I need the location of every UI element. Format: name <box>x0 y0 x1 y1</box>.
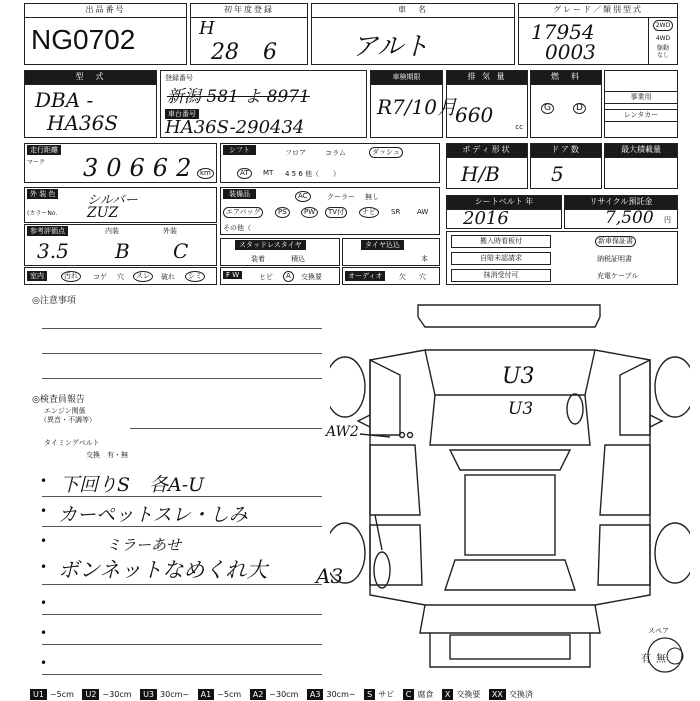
cond-burn: コゲ <box>93 273 107 281</box>
shift-floor: フロア <box>285 149 306 157</box>
drive-4wd: 4WD <box>655 35 671 42</box>
rental-car: レンタカー <box>605 109 677 122</box>
seatbelt-year: 2016 <box>463 208 509 229</box>
mark-a3: A3 <box>316 564 344 588</box>
recycle-unit: 円 <box>664 216 671 224</box>
fw-a: A <box>283 271 294 282</box>
legend-code-c: C <box>403 689 415 700</box>
reg-month: 6 <box>263 40 277 65</box>
legend-text-u2: ~30cm <box>102 690 132 699</box>
legend-text-c: 腐食 <box>417 690 434 699</box>
doc-insurance: 自賠未認請求 <box>451 252 551 265</box>
legend-code-u1: U1 <box>30 689 47 700</box>
lot-number: NG0702 <box>31 24 136 55</box>
equip-sr: SR <box>391 208 401 216</box>
first-registration-box <box>190 3 308 65</box>
recycle-label: リサイクル預託金 <box>565 196 677 210</box>
chassis-value: HA36S-290434 <box>165 117 305 138</box>
mileage-mark: マーク <box>27 159 46 166</box>
fuel-label: 燃 料 <box>531 71 601 85</box>
displacement-box <box>446 70 528 138</box>
grade-box <box>518 3 678 65</box>
legend-text-u1: ~5cm <box>49 690 74 699</box>
body-label: ボディ形状 <box>447 144 527 158</box>
studless-label: スタッドレスタイヤ <box>235 240 306 250</box>
mileage-box <box>24 143 217 183</box>
legend-code-a2: A2 <box>250 689 267 700</box>
car-name-label: 車 名 <box>312 4 514 18</box>
type-code-1: 17954 <box>531 20 595 44</box>
audio-hole: 穴 <box>419 273 426 281</box>
legend-text-xx: 交換済 <box>508 690 533 699</box>
body-box <box>446 143 528 189</box>
color-box <box>24 187 217 223</box>
reg-era: H <box>199 18 215 39</box>
displacement-value: 660 <box>455 103 494 127</box>
spare-no: 無 <box>656 654 666 665</box>
tire-box <box>342 238 440 266</box>
mark-aw2: AW2 <box>326 424 359 440</box>
equipment-box <box>220 187 440 235</box>
report-line-4: ボンネットなめくれ大 <box>58 558 268 582</box>
model-label: 型 式 <box>25 71 156 85</box>
legend-code-a3: A3 <box>307 689 324 700</box>
fw-replace: 交換要 <box>301 273 322 281</box>
capacity-box <box>604 143 678 189</box>
spare-yes: 有 <box>641 654 651 665</box>
door-value: 5 <box>551 162 564 186</box>
fw-box <box>220 267 340 285</box>
interior-condition-box <box>24 267 217 285</box>
legend-code-a1: A1 <box>198 689 215 700</box>
cond-scuff: スレ <box>133 271 153 282</box>
displacement-label: 排 気 量 <box>447 71 527 85</box>
drive-none: 駆動 なし <box>656 45 669 59</box>
business-use: 事業用 <box>605 91 677 104</box>
interior-label: 内装 <box>105 227 119 235</box>
equip-aw: AW <box>417 208 429 216</box>
reg-year: 28 <box>211 40 239 65</box>
exterior-grade: C <box>173 239 189 263</box>
car-name: アルト <box>352 32 429 62</box>
doc-signboard: 搬入時看板付 <box>451 235 551 248</box>
cc-unit: cc <box>515 123 523 131</box>
inspection-box <box>370 70 457 138</box>
mileage-label: 走行距離 <box>27 145 61 155</box>
mileage-unit: km <box>197 168 214 179</box>
doc-tax-cert: 納税証明書 <box>597 255 632 263</box>
audio-box <box>342 267 440 285</box>
fuel-box <box>530 70 602 138</box>
spare-label: スペア <box>648 627 669 635</box>
recycle-box <box>564 195 678 229</box>
color-label: 外 装 色 <box>27 189 58 199</box>
shift-dash: ダッシュ <box>369 147 403 158</box>
lot-number-label: 出品番号 <box>25 4 186 18</box>
fuel-gasoline: G <box>541 103 554 114</box>
inspection-label: 車検期限 <box>371 71 442 85</box>
legend-code-u3: U3 <box>140 689 157 700</box>
audio-label: オーディオ <box>345 271 385 281</box>
score-value: 3.5 <box>37 239 69 263</box>
equip-ac: AC <box>295 191 311 202</box>
legend-code-xx: XX <box>489 689 506 700</box>
equip-pw: PW <box>301 207 318 218</box>
equip-tv: TV付 <box>325 207 347 218</box>
inspector-title: ◎検査員報告 <box>32 395 85 405</box>
color-name: シルバー <box>87 193 138 208</box>
model-box <box>24 70 157 138</box>
report-line-1: 下回りS 各A-U <box>60 474 205 496</box>
car-damage-diagram <box>330 295 690 690</box>
legend-text-s: サビ <box>378 690 395 699</box>
doc-warranty: 新車保証書 <box>595 236 636 247</box>
seatbelt-label: シートベルト 年 <box>447 196 561 210</box>
chassis-label: 車台番号 <box>165 109 199 119</box>
plate-label: 登録番号 <box>165 74 193 82</box>
shift-speeds: 4 5 6 他（ ） <box>285 170 341 178</box>
door-box <box>530 143 602 189</box>
exterior-label: 外装 <box>163 227 177 235</box>
legend-text-a2: ~30cm <box>269 690 299 699</box>
shift-mt: MT <box>263 169 274 177</box>
damage-legend <box>30 689 690 701</box>
recycle-value: 7,500 <box>605 208 654 228</box>
engine-sub: （異音・不調等） <box>40 416 96 424</box>
engine-label: エンジン関係 <box>44 407 86 415</box>
color-no-label: (カラーNo. <box>27 210 58 217</box>
seatbelt-box <box>446 195 562 229</box>
grade-label: グレード／類別型式 <box>519 4 677 18</box>
timing-belt-options: 交換 有・無 <box>86 451 128 459</box>
equip-ps: PS <box>275 207 290 218</box>
legend-code-s: S <box>364 689 375 700</box>
drive-2wd: 2WD <box>653 20 673 31</box>
door-label: ドア数 <box>531 144 601 158</box>
report-line-2: カーペットスレ・しみ <box>58 504 248 526</box>
report-line-3: ミラーあせ <box>106 536 182 554</box>
shift-label: シフト <box>223 145 256 155</box>
tire-count-unit: 本 <box>421 255 428 263</box>
doc-charge-cable: 充電ケーブル <box>597 272 639 280</box>
legend-text-a1: ~5cm <box>217 690 242 699</box>
legend-text-a3: 30cm~ <box>326 690 356 699</box>
docs-box <box>446 231 678 285</box>
legend-code-x: X <box>442 689 453 700</box>
mark-u3-top: U3 <box>502 364 535 389</box>
model-prefix: DBA - <box>35 88 94 112</box>
first-registration-label: 初年度登録 <box>191 4 307 18</box>
mark-u3-side: U3 <box>508 399 534 419</box>
inspection-value: R7/10月 <box>377 95 457 119</box>
cond-tear: 破れ <box>161 273 175 281</box>
shift-box <box>220 143 440 183</box>
lot-number-box <box>24 3 187 65</box>
timing-belt-label: タイミングベルト <box>44 439 100 447</box>
score-label: 参考評価点 <box>27 226 68 236</box>
color-code: ZUZ <box>87 205 119 221</box>
studless-mounted: 装着 <box>251 255 265 263</box>
plate-value: 新潟 581 よ 8971 <box>167 87 310 107</box>
cond-hole: 穴 <box>117 273 124 281</box>
equip-navi: ナビ <box>359 207 379 218</box>
capacity-label: 最大積載量 <box>605 144 677 158</box>
studless-box <box>220 238 340 266</box>
score-box <box>24 224 217 266</box>
equip-none: 無し <box>365 193 379 201</box>
legend-code-u2: U2 <box>82 689 99 700</box>
type-code-2: 0003 <box>545 40 596 64</box>
doc-deregistration: 抹消受付可 <box>451 269 551 282</box>
interior-grade: B <box>115 239 130 263</box>
fw-label: F W <box>223 271 242 279</box>
cond-stain: シミ <box>185 271 205 282</box>
equip-airbag: エアバッグ <box>223 207 263 218</box>
legend-text-x: 交換要 <box>456 690 481 699</box>
fw-crack: ヒビ <box>259 273 273 281</box>
car-name-box <box>311 3 515 65</box>
body-value: H/B <box>461 162 500 186</box>
equip-other: その他（ <box>223 224 251 232</box>
shift-column: コラム <box>325 149 346 157</box>
fuel-diesel: D <box>573 103 586 114</box>
studless-loaded: 積込 <box>291 255 305 263</box>
equip-cooler: クーラー <box>327 193 355 201</box>
registration-box <box>160 70 367 138</box>
equipment-label: 装備品 <box>223 189 256 199</box>
shift-at: AT <box>237 168 252 179</box>
legend-text-u3: 30cm~ <box>160 690 190 699</box>
notes-title: ◎注意事項 <box>32 296 76 306</box>
usage-box <box>604 70 678 138</box>
model-code: HA36S <box>47 111 119 135</box>
interior-cond-label: 室内 <box>27 271 47 281</box>
mileage-value: 30662 <box>83 154 200 182</box>
audio-missing: 欠 <box>399 273 406 281</box>
cond-dirt: 汚れ <box>61 271 81 282</box>
tire-label: タイヤ込込 <box>361 240 404 250</box>
